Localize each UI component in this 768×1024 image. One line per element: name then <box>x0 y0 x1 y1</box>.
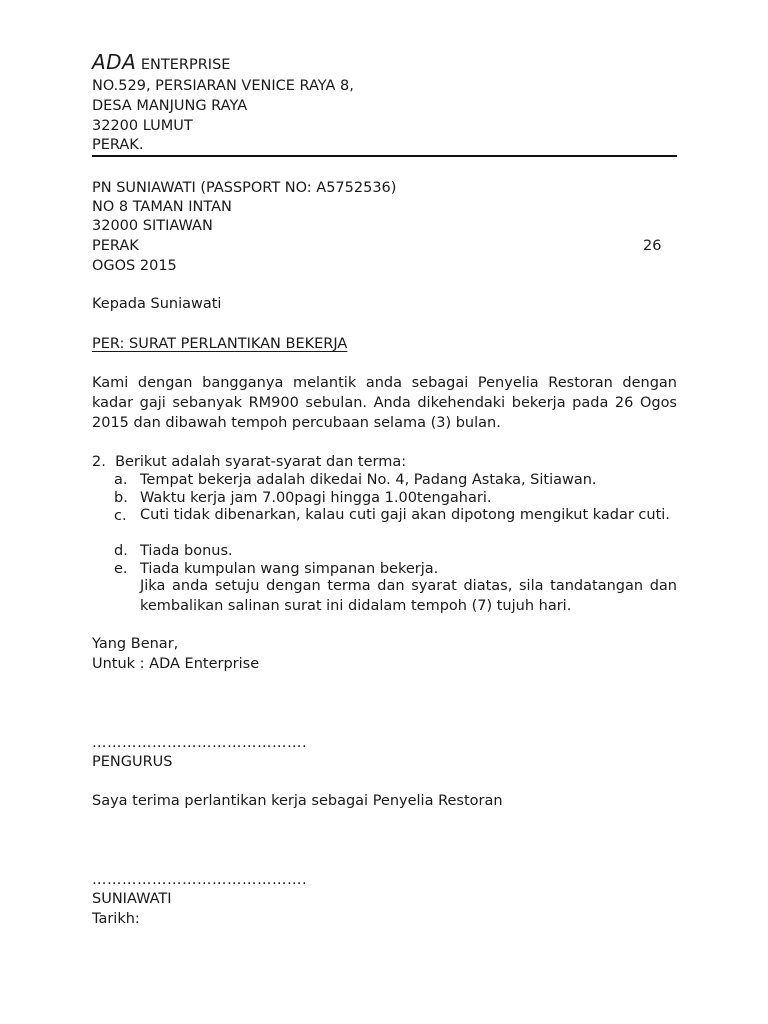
list-item-text: Tiada kumpulan wang simpanan bekerja. <box>140 561 439 577</box>
letter-date-day: 26 <box>643 238 662 254</box>
company-name-suffix: ENTERPRISE <box>140 57 231 73</box>
terms-intro: Berikut adalah syarat-syarat dan terma: <box>115 454 407 470</box>
date-label: Tarikh: <box>92 911 140 927</box>
acceptance-statement: Saya terima perlantikan kerja sebagai Penyelia Restoran <box>92 793 503 809</box>
sender-address-line-3: 32200 LUMUT <box>92 118 193 134</box>
list-marker: a. <box>114 472 128 488</box>
employee-name: SUNIAWATI <box>92 891 172 907</box>
letterhead-company <box>92 52 230 75</box>
letter-date-month-year: OGOS 2015 <box>92 258 177 274</box>
list-marker: c. <box>114 508 127 524</box>
list-marker: b. <box>114 490 128 506</box>
recipient-line-4: PERAK <box>92 238 139 254</box>
list-item-text: Tempat bekerja adalah dikedai No. 4, Padang Astaka, Sitiawan. <box>140 472 597 488</box>
signoff-line-1: Yang Benar, <box>92 636 179 652</box>
company-name-main: ADA <box>92 50 137 74</box>
manager-title: PENGURUS <box>92 754 173 770</box>
recipient-line-2: NO 8 TAMAN INTAN <box>92 199 232 215</box>
list-item-text: Cuti tidak dibenarkan, kalau cuti gaji akan dipotong mengikut kadar cuti. <box>140 507 670 523</box>
terms-section <box>92 452 677 622</box>
letter-subject: PER: SURAT PERLANTIKAN BEKERJA <box>92 336 348 352</box>
list-item-text: Waktu kerja jam 7.00pagi hingga 1.00tengahari. <box>140 490 492 506</box>
list-item-text: Tiada bonus. <box>140 543 233 559</box>
list-item <box>114 470 677 490</box>
letterhead-divider <box>92 155 677 157</box>
list-item <box>114 541 677 561</box>
list-item <box>114 506 677 542</box>
sender-address-line-1: NO.529, PERSIARAN VENICE RAYA 8, <box>92 78 354 94</box>
sender-address-line-2: DESA MANJUNG RAYA <box>92 98 248 114</box>
recipient-line-3: 32000 SITIAWAN <box>92 218 213 234</box>
terms-number: 2. <box>92 454 106 470</box>
salutation: Kepada Suniawati <box>92 296 222 312</box>
employee-signature-line: ……………………………………. <box>92 872 308 888</box>
signoff-line-2: Untuk : ADA Enterprise <box>92 656 260 672</box>
list-marker: d. <box>114 543 128 559</box>
terms-heading <box>92 452 406 472</box>
terms-closing-text: Jika anda setuju dengan terma dan syarat diatas, sila tandatangan dan kembalikan salinan surat ini didalam tempoh (7) tujuh hari. <box>140 578 677 614</box>
list-marker: e. <box>114 561 128 577</box>
appointment-paragraph: Kami dengan bangganya melantik anda sebagai Penyelia Restoran dengan kadar gaji sebanyak RM900 sebulan. Anda dikehendaki bekerja pada 26 Ogos 2015 dan dibawah tempoh percubaan selama (3) bulan. <box>92 375 677 431</box>
terms-closing <box>114 576 677 616</box>
manager-signature-line: ……………………………………. <box>92 735 308 751</box>
list-item <box>114 488 677 508</box>
sender-address-line-4: PERAK. <box>92 137 144 153</box>
recipient-line-1: PN SUNIAWATI (PASSPORT NO: A5752536) <box>92 180 397 196</box>
